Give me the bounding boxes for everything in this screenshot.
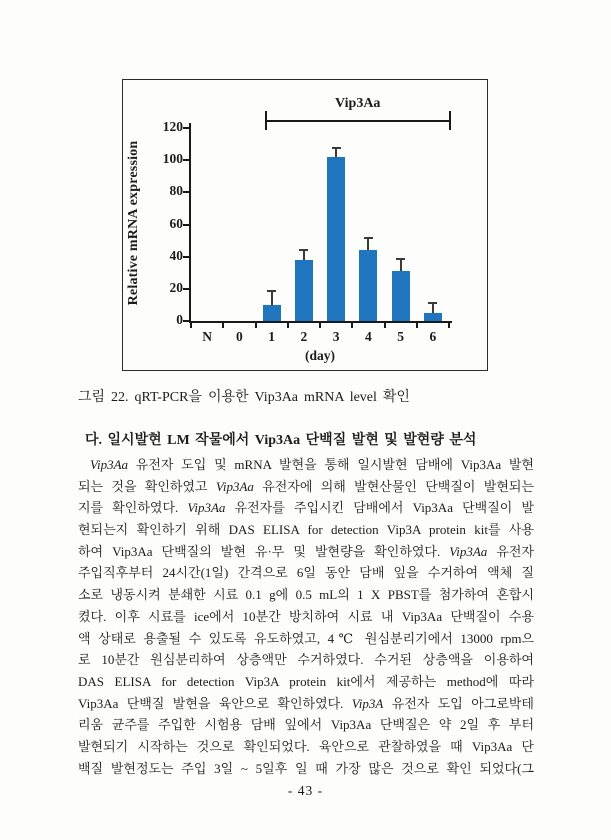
text-segment: 백질 발현정도는 주입 3일 ~ 5일후 일 때 가장 많은 것으로 확인 되었다(그 (78, 760, 534, 776)
x-tick-label: 3 (332, 329, 340, 344)
error-bar (271, 290, 273, 304)
error-bar-cap (364, 237, 373, 239)
bar (424, 313, 442, 321)
text-segment: Vip3Aa 단백질 발현을 육안으로 확인하였다. (78, 695, 352, 711)
y-tick-label: 120 (162, 119, 183, 134)
paragraph-line (78, 671, 534, 693)
bar (359, 250, 377, 321)
y-axis-label: Relative mRNA expression (126, 140, 141, 306)
x-axis-label: (day) (305, 348, 335, 363)
y-tick-label: 20 (169, 279, 183, 295)
paragraph-line (78, 519, 534, 541)
x-tick-mark (319, 323, 321, 328)
paragraph-line (78, 628, 534, 650)
x-tick-label: 2 (300, 329, 308, 344)
y-tick-mark (183, 127, 189, 129)
bar (392, 271, 410, 321)
y-tick-mark (183, 224, 189, 226)
paragraph-line (78, 454, 534, 476)
paragraph-line (78, 562, 534, 584)
paragraph-line (78, 714, 534, 736)
text-segment: 유전자 도입 아그로박테 (383, 695, 534, 711)
text-segment: Vip3A (351, 695, 384, 711)
paragraph-line (78, 541, 534, 563)
x-tick-label: 4 (365, 329, 372, 344)
paragraph-line (78, 476, 534, 498)
error-bar-cap (267, 290, 276, 292)
text-segment: 켰다. 이후 시료를 ice에서 10분간 방치하여 시료 내 Vip3Aa 단백질이 수용 (78, 608, 534, 624)
y-tick-label: 40 (169, 247, 183, 263)
paragraph-line (78, 497, 534, 519)
error-bar-cap (299, 249, 308, 251)
text-segment: 유전자 도입 및 mRNA 발현을 통해 일시발현 담배에 Vip3Aa 발현 (128, 457, 534, 472)
text-segment: 리움 균주를 주입한 시험용 담배 잎에서 Vip3Aa 단백질은 약 2일 후 부터 (78, 717, 534, 733)
paragraph-line (78, 758, 534, 780)
body-paragraph (78, 454, 534, 779)
x-tick-mark (448, 323, 450, 328)
text-segment: 현되는지 확인하기 위해 DAS ELISA for detection Vip3A protein kit를 사용 (78, 522, 534, 538)
y-tick-label: 0 (176, 312, 183, 327)
text-segment: Vip3Aa (449, 543, 488, 559)
x-tick-mark (416, 323, 418, 328)
annotation-bracket (265, 120, 451, 122)
text-segment: 액 상태로 용출될 수 있도록 유도하였고, 4℃ 원심분리기에서 13000 rpm으 (78, 630, 534, 646)
x-tick-label: N (202, 329, 212, 344)
text-segment: 유전자 (487, 543, 534, 559)
text-segment: 유전자에 의해 발현산물인 단백질이 발현되는 (253, 478, 534, 494)
text-segment: DAS ELISA for detection Vip3A protein kit에서 제공하는 method에 따라 (78, 673, 534, 689)
y-tick-mark (183, 191, 189, 193)
text-segment: 되는 것을 확인하였고 (78, 478, 216, 494)
text-segment: 주입직후부터 24시간(1일) 간격으로 6일 동안 담배 잎을 수거하여 액체 질 (78, 565, 534, 581)
bar (295, 260, 313, 321)
section-heading: 다. 일시발현 LM 작물에서 Vip3Aa 단백질 발현 및 발현량 분석 (85, 433, 477, 448)
text-segment: 하여 Vip3Aa 단백질의 발현 유·무 및 발현량을 확인하였다. (78, 543, 450, 559)
x-tick-label: 0 (236, 329, 243, 344)
text-segment: 발현되기 시작하는 것으로 확인되었다. 육안으로 관찰하였을 때 Vip3Aa 단 (78, 738, 534, 754)
x-tick-label: 6 (429, 329, 437, 344)
text-segment: 로 10분간 원심분리하여 상층액만 수거하였다. 수거된 상층액을 이용하여 (78, 652, 534, 668)
figure-caption: 그림 22. qRT-PCR을 이용한 Vip3Aa mRNA level 확인 (78, 390, 410, 405)
figure-chart (122, 79, 488, 371)
text-segment: 유전자를 주입시킨 담배에서 Vip3Aa 단백질이 발 (225, 500, 534, 516)
error-bar-cap (332, 147, 341, 149)
bracket-label: Vip3Aa (335, 96, 381, 111)
x-tick-mark (190, 323, 192, 328)
y-tick-mark (183, 288, 189, 290)
page-number: - 43 - (287, 783, 324, 798)
x-tick-mark (351, 323, 353, 328)
x-tick-mark (255, 323, 257, 328)
y-tick-mark (183, 320, 189, 322)
paragraph-line (78, 649, 534, 671)
error-bar-cap (428, 302, 437, 304)
y-tick-label: 60 (169, 215, 183, 231)
paragraph-line (78, 584, 534, 606)
y-tick-mark (183, 256, 189, 258)
paragraph-line (78, 693, 534, 715)
text-segment: 지를 확인하였다. (78, 500, 188, 516)
x-tick-mark (222, 323, 224, 328)
y-tick-label: 80 (169, 183, 183, 199)
text-segment: Vip3Aa (90, 457, 129, 472)
paragraph-line (78, 606, 534, 628)
x-tick-label: 1 (268, 329, 275, 344)
bar (263, 305, 281, 321)
text-segment: Vip3Aa (187, 500, 226, 516)
bar-chart (123, 80, 487, 370)
text-segment: Vip3Aa (215, 478, 254, 494)
y-tick-label: 100 (162, 151, 183, 167)
x-tick-mark (287, 323, 289, 328)
y-axis-line (189, 123, 191, 323)
y-tick-mark (183, 159, 189, 161)
paragraph-line (78, 736, 534, 758)
text-segment: 소로 냉동시켜 분쇄한 시료 0.1 g에 0.5 mL의 1 X PBST를 첨가하여 혼합시 (78, 587, 534, 603)
x-tick-label: 5 (397, 329, 404, 344)
error-bar-cap (396, 258, 405, 260)
x-tick-mark (384, 323, 386, 328)
bar (327, 157, 345, 321)
